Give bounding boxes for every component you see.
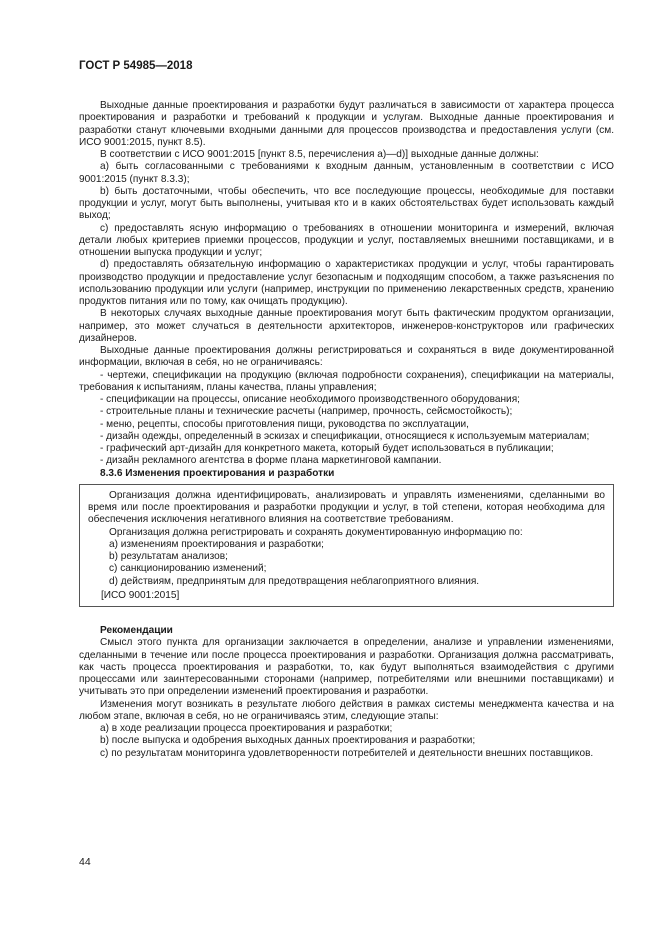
recommendations-heading: Рекомендации <box>100 625 173 636</box>
page-number: 44 <box>79 856 91 868</box>
body-paragraph: В соответствии с ИСО 9001:2015 [пункт 8.5, перечисления a)—d)] выходные данные должны: <box>100 149 539 160</box>
list-item: - дизайн рекламного агентства в форме плана маркетинговой кампании. <box>100 455 442 467</box>
quote-list-item: d) действиям, предпринятым для предотвращения неблагоприятного влияния. <box>109 575 480 587</box>
list-item: - спецификации на процессы, описание необходимого производственного оборудования; <box>100 394 520 405</box>
list-item: b) быть достаточными, чтобы обеспечить, что все последующие процессы, необходимые для поставки продукции и услуг, могут быть выполнены, учитывая кто и в каких обстоятельствах будет использовать каждый выход; <box>79 185 614 222</box>
list-item: a) быть согласованными с требованиями к входным данным, установленным в соответствии с ИСО 9001:2015 (пункт 8.3.3); <box>79 161 614 185</box>
body-paragraph: В некоторых случаях выходные данные проектирования могут быть фактическим продуктом организации, например, это может случаться в деятельности архитекторов, инженеров-конструкторов или графических дизайнеров. <box>79 308 614 344</box>
recommendation-list-item: a) в ходе реализации процесса проектирования и разработки; <box>100 723 393 734</box>
recommendation-paragraph: Смысл этого пункта для организации заключается в определении, анализе и управлении изменениями, сделанными в течение или после процесса проектирования и разработки. Организация должна рассматривать, как часть процесса проектирования и разработки, то, как будут выполняться взаимодействия с другими процессами или заинтересованными сторонами (например, потребителями или внешними поставщиками) и учитывать это при определении изменений проектирования и разработки. <box>79 637 614 698</box>
body-paragraph: Выходные данные проектирования и разработки будут различаться в зависимости от характера процесса проектирования и разработки и требований к продукции и услугам. Выходные данные проектирования и разработки станут ключевыми входными данными для процессов производства и предоставления услуги (см. ИСО 9001:2015, пункт 8.5). <box>79 100 614 148</box>
quote-list-item: b) результатам анализов; <box>109 551 228 562</box>
recommendation-list-item: c) по результатам мониторинга удовлетворенности потребителей и деятельности внешних поставщиков. <box>100 747 594 759</box>
list-item: d) предоставлять обязательную информацию о характеристиках продукции и услуг, чтобы гарантировать производство продукции и предоставление услуг безопасным и подходящим способом, а также разъяснения по использованию продукции или услуги (например, инструкции по применению лекарственных средств, хранению продуктов питания или по тому, как очищать продукцию). <box>79 259 614 307</box>
body-paragraph: Выходные данные проектирования должны регистрироваться и сохраняться в виде документированной информации, включая в себя, но не ограничиваясь: <box>79 345 614 369</box>
recommendation-paragraph: Изменения могут возникать в результате любого действия в рамках системы менеджмента качества и на любом этапе, включая в себя, но не ограничиваясь этим, следующие этапы: <box>79 698 614 722</box>
quote-paragraph: Организация должна регистрировать и сохранять документированную информацию по: <box>109 526 523 538</box>
quote-paragraph: Организация должна идентифицировать, анализировать и управлять изменениями, сделанными во время или после проектирования и разработки продукции и услуг, в той степени, которая необходима для обеспечения исключения негативного влияния на соответствие требованиям. <box>88 489 605 526</box>
list-item: - графический арт-дизайн для конкретного макета, который будет использоваться в публикации; <box>100 443 554 454</box>
section-heading: 8.3.6 Изменения проектирования и разработки <box>100 467 335 479</box>
quote-list-item: a) изменениям проектирования и разработки; <box>109 538 324 550</box>
page-content <box>79 100 614 760</box>
list-item: - меню, рецепты, способы приготовления пищи, руководства по эксплуатации, <box>100 418 469 430</box>
recommendation-list-item: b) после выпуска и одобрения выходных данных проектирования и разработки; <box>100 735 476 747</box>
quote-source: [ИСО 9001:2015] <box>101 589 180 601</box>
list-item: - чертежи, спецификации на продукцию (включая подробности сохранения), спецификации на материалы, требования к испытаниям, планы качества, планы управления; <box>79 369 614 393</box>
standard-quote-box <box>79 484 614 607</box>
document-header: ГОСТ Р 54985—2018 <box>79 60 193 72</box>
list-item: c) предоставлять ясную информацию о требованиях в отношении мониторинга и измерений, включая детали любых критериев приемки процессов, продукции и услуг, поставляемых внешними поставщиками, и в отношении выпуска продукции и услуг; <box>79 222 614 258</box>
quote-list-item: c) санкционированию изменений; <box>109 563 267 575</box>
list-item: - строительные планы и технические расчеты (например, прочность, сейсмостойкость); <box>100 406 513 418</box>
list-item: - дизайн одежды, определенный в эскизах и спецификации, относящиеся к используемым материалам; <box>100 430 590 442</box>
